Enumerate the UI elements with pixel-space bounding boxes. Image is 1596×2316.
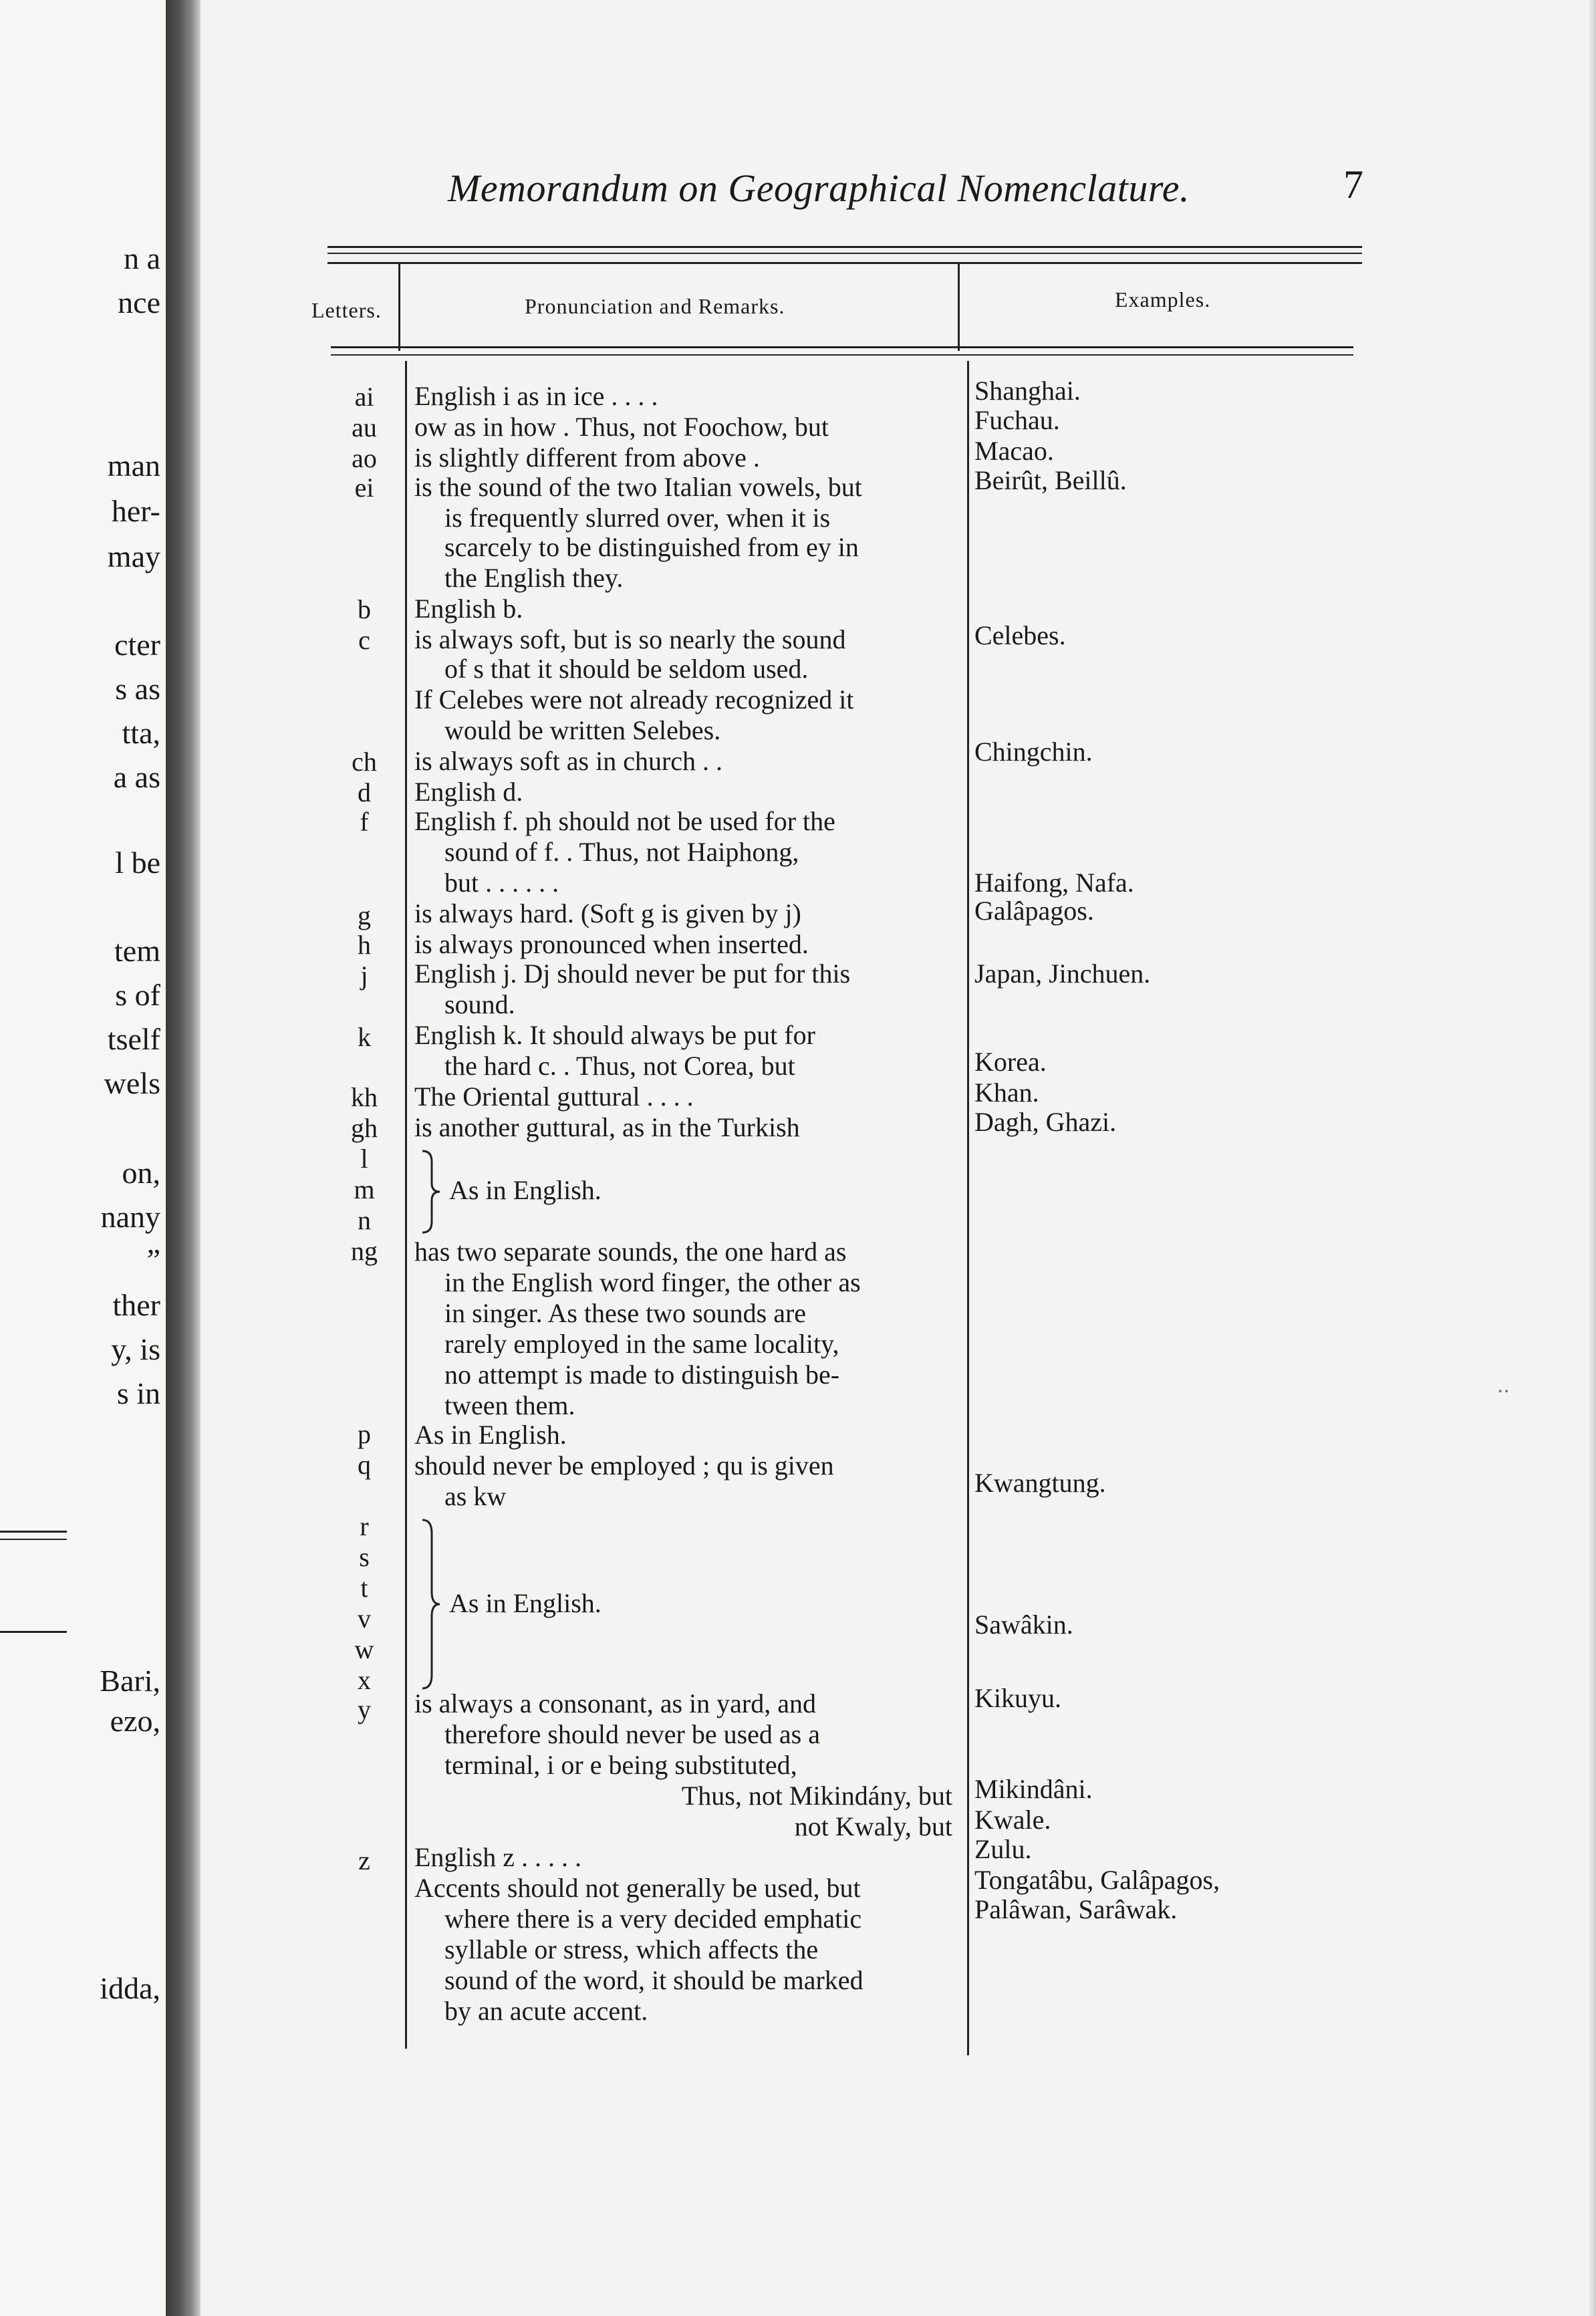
remark-line: in the English word finger, the other as [444,1267,861,1297]
prev-page-line: ezo, [110,1704,160,1738]
table-letter: f [360,807,369,837]
top-rule [327,253,1362,254]
prev-page-line: n a [124,242,160,275]
prev-page-rule [0,1531,67,1533]
brace-icon [420,1517,446,1691]
prev-page-line: tself [107,1023,160,1056]
remark-line: English i as in ice . . . . [414,381,658,411]
table-letter: v [358,1603,371,1634]
top-rule [327,262,1362,264]
book-gutter [166,0,201,2316]
remark-line: sound of the word, it should be marked [444,1965,863,1995]
example-entry: Macao. [974,436,1054,466]
remark-line: sound of f. . Thus, not Haiphong, [444,837,799,867]
prev-page-rule [0,1539,67,1540]
prev-page-line: wels [104,1067,160,1100]
paper-speck: ⋅⋅ [1497,1381,1510,1403]
column-divider [967,361,969,2055]
prev-page-line: may [107,540,160,573]
table-letter: r [360,1511,369,1541]
example-entry: Fuchau. [974,405,1060,435]
table-letter: s [359,1542,370,1572]
remark-line: is always soft, but is so nearly the sound [414,624,846,654]
brace-icon [420,1148,446,1235]
example-entry: Palâwan, Sarâwak. [974,1894,1178,1924]
prev-page-line: man [107,449,160,483]
table-letter: c [358,625,370,655]
table-letter: n [358,1205,371,1235]
remark-line: is always a consonant, as in yard, and [414,1688,816,1718]
remark-line: English z . . . . . [414,1842,581,1872]
table-letter: m [354,1174,375,1204]
example-entry: Mikindâni. [974,1774,1093,1804]
remark-line: English b. [414,594,523,624]
prev-page-line: tta, [122,717,160,750]
page-number: 7 [1343,162,1363,207]
remark-line: English d. [414,777,523,807]
remark-line: ow as in how . Thus, not Foochow, but [414,412,829,442]
remark-line: If Celebes were not already recognized it [414,684,854,715]
table-letter: au [352,412,377,442]
remark-line: in singer. As these two sounds are [444,1298,807,1328]
example-entry: Galâpagos. [974,896,1094,926]
prev-page-line: tem [114,934,160,968]
prev-page-rule [0,1631,67,1633]
prev-page-line: a as [113,761,160,794]
remark-line: As in English. [449,1588,602,1618]
example-entry: Beirût, Beillû. [974,465,1127,495]
header-rule [331,354,1353,356]
example-entry: Kwangtung. [974,1468,1106,1498]
prev-page-line: s in [116,1377,160,1410]
remark-line: is always soft as in church . . [414,746,723,776]
remark-line: rarely employed in the same locality, [444,1329,839,1359]
remark-line: is the sound of the two Italian vowels, but [414,472,862,502]
table-letter: b [358,594,371,624]
remark-line: English f. ph should not be used for the [414,806,835,836]
previous-page-edge [0,0,170,2316]
table-letter: g [358,900,371,930]
example-entry: Japan, Jinchuen. [974,958,1151,989]
remark-line: but . . . . . . [444,868,559,898]
remark-line: is always hard. (Soft g is given by j) [414,898,801,928]
table-letter: h [358,930,371,960]
prev-page-line: s as [115,672,160,706]
table-letter: w [354,1634,374,1664]
example-entry: Shanghai. [974,376,1081,406]
column-divider [958,264,960,351]
table-letter: ei [354,473,374,503]
table-letter: x [358,1665,371,1695]
remark-line: has two separate sounds, the one hard as [414,1237,847,1267]
table-letter: p [358,1419,371,1449]
remark-line: the English they. [444,563,624,593]
table-letter: z [358,1845,370,1876]
prev-page-line: cter [114,628,160,662]
remark-line: is always pronounced when inserted. [414,929,809,959]
table-letter: t [360,1573,368,1603]
prev-page-line: idda, [100,1972,160,2005]
prev-page-line: y, is [111,1333,160,1366]
remark-line: terminal, i or e being substituted, [444,1750,797,1780]
example-entry: Kwale. [974,1805,1051,1835]
remark-line: English j. Dj should never be put for this [414,958,851,989]
table-letter: ai [354,382,374,412]
table-letter: gh [351,1113,378,1143]
remark-line: of s that it should be seldom used. [444,654,809,684]
prev-page-line: nany [100,1200,160,1234]
example-entry: Kikuyu. [974,1683,1061,1713]
example-entry: Dagh, Ghazi. [974,1107,1117,1137]
remark-line: is frequently slurred over, when it is [444,503,831,533]
remark-line: should never be employed ; qu is given [414,1450,834,1481]
prev-page-line: ” [146,1243,160,1277]
column-header-examples: Examples. [1115,287,1211,311]
remark-line: where there is a very decided emphatic [444,1904,862,1934]
prev-page-line: ther [112,1289,160,1322]
remark-line: is another guttural, as in the Turkish [414,1112,800,1142]
table-letter: ng [351,1236,378,1266]
table-letter: j [360,960,368,991]
header-rule [331,346,1353,348]
prev-page-line: nce [118,286,160,319]
remark-line: sound. [444,989,515,1019]
remark-line: As in English. [449,1175,602,1205]
remark-line: Accents should not generally be used, but [414,1873,861,1903]
example-entry: Haifong, Nafa. [974,868,1134,898]
remark-line: as kw [444,1481,507,1511]
example-entry: Khan. [974,1077,1039,1108]
remark-line: would be written Selebes. [444,715,721,745]
remark-line: therefore should never be used as a [444,1719,820,1749]
table-letter: k [358,1022,371,1052]
table-letter: y [358,1694,371,1724]
column-divider [398,264,400,351]
table-letter: d [358,777,371,807]
example-entry: Zulu. [974,1834,1032,1864]
remark-line: The Oriental guttural . . . . [414,1081,694,1112]
remark-line: the hard c. . Thus, not Corea, but [444,1051,795,1081]
column-header-remarks: Pronunciation and Remarks. [525,294,785,318]
example-entry: Tongatâbu, Galâpagos, [974,1865,1220,1895]
remark-line: syllable or stress, which affects the [444,1934,819,1964]
table-letter: ao [352,443,377,473]
table-letter: kh [351,1082,378,1112]
prev-page-line: on, [122,1156,160,1190]
table-letter: l [360,1144,368,1174]
remark-line: not Kwaly, but [794,1811,952,1841]
running-title: Memorandum on Geographical Nomenclature. [448,166,1190,210]
remark-line: scarcely to be distinguished from ey in [444,532,859,562]
example-entry: Chingchin. [974,737,1093,767]
example-entry: Celebes. [974,620,1066,650]
prev-page-line: s of [115,979,160,1012]
example-entry: Korea. [974,1047,1047,1077]
remark-line: As in English. [414,1420,567,1450]
remark-line: English k. It should always be put for [414,1020,815,1050]
page-edge [1589,0,1596,2316]
table-letter: q [358,1450,371,1480]
remark-line: tween them. [444,1390,575,1420]
remark-line: Thus, not Mikindány, but [681,1781,952,1811]
prev-page-line: l be [115,846,160,880]
example-entry: Sawâkin. [974,1610,1073,1640]
table-letter: ch [352,747,377,777]
top-rule [327,246,1362,248]
remark-line: no attempt is made to distinguish be- [444,1360,840,1390]
prev-page-line: Bari, [100,1664,160,1698]
remark-line: by an acute accent. [444,1996,648,2026]
prev-page-line: her- [111,495,160,528]
column-header-letters: Letters. [311,298,382,322]
remark-line: is slightly different from above . [414,442,760,473]
